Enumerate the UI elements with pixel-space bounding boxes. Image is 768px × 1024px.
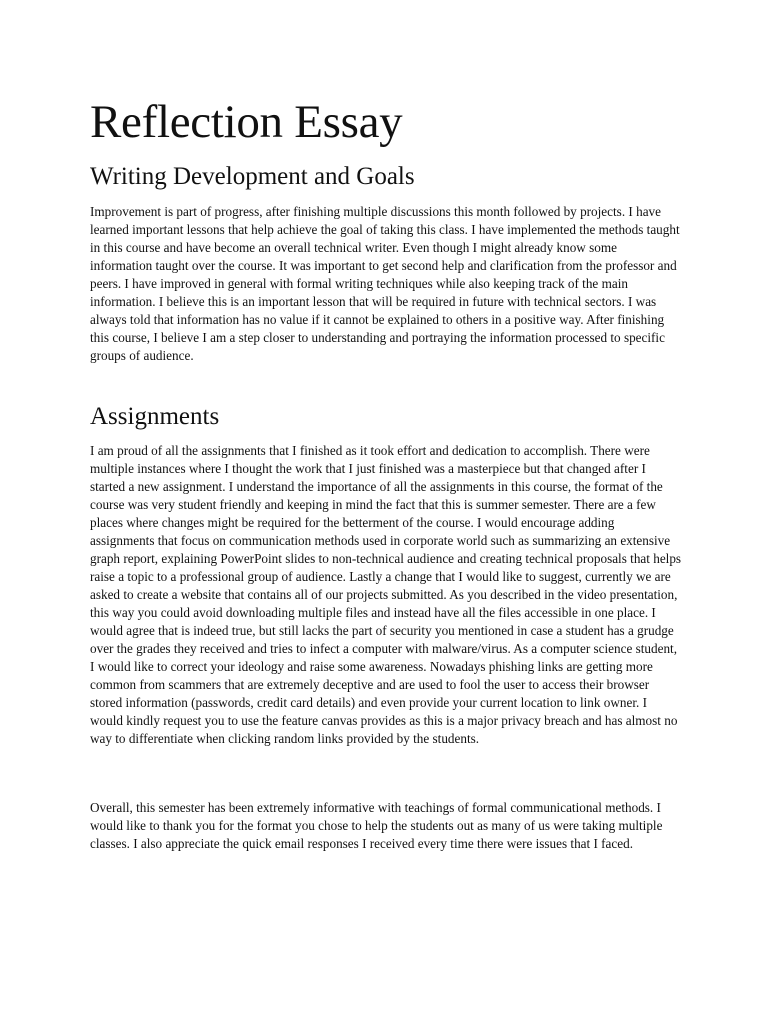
closing-paragraph: Overall, this semester has been extremely informative with teachings of formal communicational methods. I would like to thank you for the format you chose to help the students out as many of us were taking multiple classes. I also appreciate the quick email responses I received every time there were issues that I faced. — [90, 800, 663, 851]
section-heading-writing-development: Writing Development and Goals — [90, 163, 415, 190]
section-paragraph-assignments: I am proud of all the assignments that I finished as it took effort and dedication to accomplish. There were multiple instances where I thought the work that I just finished was a masterpiece but that changed after I started a new assignment. I understand the importance of all the assignments in this course, the format of the course was very student friendly and keeping in mind the fact that this is summer semester. There are a few places where changes might be required for the betterment of the course. I would encourage adding assignments that focus on communication methods used in corporate world such as summarizing an extensive graph report, explaining PowerPoint slides to non-technical audience and creating technical proposals that helps raise a topic to a professional group of audience. Lastly a change that I would like to suggest, currently we are asked to create a website that contains all of our projects submitted. As you described in the video presentation, this way you could avoid downloading multiple files and instead have all the files accessible in one place. I would agree that is indeed true, but still lacks the part of security you mentioned in case a student has a grudge over the grades they received and tries to infect a computer with malware/virus. As a computer science student, I would like to correct your ideology and raise some awareness. Nowadays phishing links are getting more common from scammers that are extremely deceptive and are used to fool the user to access their browser stored information (passwords, credit card details) and even provide your current location to link owner. I would kindly request you to use the feature canvas provides as this is a major privacy breach and has almost no way to differentiate when clicking random links provided by the students. — [90, 443, 682, 746]
section-paragraph-writing-development: Improvement is part of progress, after finishing multiple discussions this month followed by projects. I have learned important lessons that help achieve the goal of taking this class. I have implemented the methods taught in this course and have become an overall technical writer. Even though I might already know some information taught over the course. It was important to get second help and clarification from the professor and peers. I have improved in general with formal writing techniques while also keeping track of the main information. I believe this is an important lesson that will be required in future with technical sectors. I was always told that information has no value if it cannot be explained to others in a positive way. After finishing this course, I believe I am a step closer to understanding and portraying the information processed to specific groups of audience. — [90, 204, 680, 363]
section-heading-assignments: Assignments — [90, 403, 220, 430]
document-title: Reflection Essay — [90, 96, 403, 148]
